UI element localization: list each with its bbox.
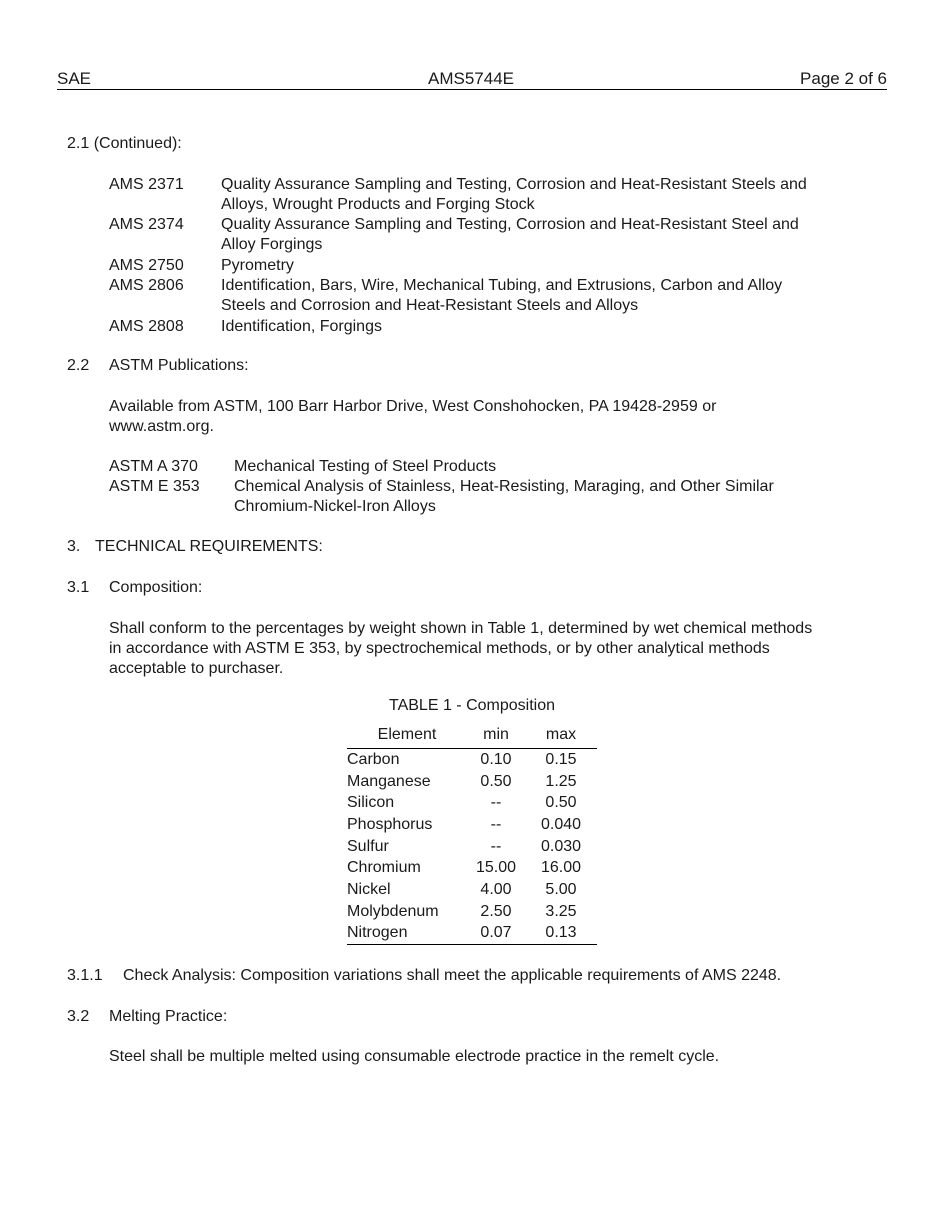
reference-code: AMS 2371 xyxy=(109,176,184,193)
element-cell: Nickel xyxy=(347,880,391,898)
composition-table xyxy=(347,722,597,945)
min-cell: -- xyxy=(490,794,502,812)
element-cell: Molybdenum xyxy=(347,902,439,920)
min-cell: 2.50 xyxy=(480,902,512,920)
max-cell: 3.25 xyxy=(545,902,577,920)
table-row xyxy=(347,792,597,814)
section-3-title: TECHNICAL REQUIREMENTS: xyxy=(95,538,323,555)
reference-title: Identification, Forgings xyxy=(221,318,382,335)
max-cell: 0.13 xyxy=(525,923,597,945)
astm-reference-list xyxy=(109,457,869,519)
element-cell: Phosphorus xyxy=(347,815,433,833)
element-cell: Carbon xyxy=(347,750,400,768)
section-3-2-title: Melting Practice: xyxy=(109,1008,228,1025)
max-cell: 0.040 xyxy=(540,815,582,833)
composition-table-wrap xyxy=(347,722,597,945)
min-cell: -- xyxy=(490,837,502,855)
table-row xyxy=(347,814,597,836)
reference-title: Chemical Analysis of Stainless, Heat-Resisting, Maraging, and Other Similar Chromium-Nickel-Iron Alloys xyxy=(234,478,774,515)
table-row xyxy=(347,879,597,901)
header-page-number: Page 2 of 6 xyxy=(800,69,887,88)
section-2-2-title: ASTM Publications: xyxy=(109,357,249,374)
table-caption: TABLE 1 - Composition xyxy=(389,697,555,714)
reference-code: ASTM A 370 xyxy=(109,458,198,475)
table-row xyxy=(347,923,597,945)
table-row xyxy=(347,901,597,923)
max-cell: 0.030 xyxy=(540,837,582,855)
section-3-1-1-number: 3.1.1 xyxy=(67,967,103,984)
check-analysis-text: Check Analysis: Composition variations shall meet the applicable requirements of AMS 2248. xyxy=(123,967,782,984)
element-cell: Chromium xyxy=(347,859,421,877)
composition-paragraph: Shall conform to the percentages by weight shown in Table 1, determined by wet chemical methods in accordance with ASTM E 353, by spectrochemical methods, or by other analytical methods acceptable to purchaser. xyxy=(109,620,813,677)
element-cell: Silicon xyxy=(347,794,395,812)
min-cell: 0.07 xyxy=(467,923,525,945)
reference-title: Quality Assurance Sampling and Testing, Corrosion and Heat-Resistant Steels and Alloys, Wrought Products and Forging Stock xyxy=(221,176,807,213)
reference-title: Quality Assurance Sampling and Testing, Corrosion and Heat-Resistant Steel and Alloy Forgings xyxy=(221,216,799,253)
section-2-1-heading: 2.1 (Continued): xyxy=(67,135,182,152)
header-doc-number: AMS5744E xyxy=(428,69,514,88)
reference-code: AMS 2808 xyxy=(109,318,184,335)
section-2-2-number: 2.2 xyxy=(67,357,90,374)
min-cell: 15.00 xyxy=(475,859,517,877)
min-cell: 0.10 xyxy=(480,750,512,768)
section-3-2-number: 3.2 xyxy=(67,1008,90,1025)
section-3-1-number: 3.1 xyxy=(67,579,90,596)
reference-title: Identification, Bars, Wire, Mechanical Tubing, and Extrusions, Carbon and Alloy Steels and Corrosion and Heat-Resistant Steels and Alloys xyxy=(221,277,783,314)
astm-availability: Available from ASTM, 100 Barr Harbor Drive, West Conshohocken, PA 19428-2959 or www.astm.org. xyxy=(109,398,717,435)
reference-code: AMS 2806 xyxy=(109,277,184,294)
element-cell: Sulfur xyxy=(347,837,389,855)
column-header-element: Element xyxy=(347,722,467,749)
max-cell: 0.50 xyxy=(545,794,577,812)
reference-title: Mechanical Testing of Steel Products xyxy=(234,458,497,475)
max-cell: 1.25 xyxy=(545,772,577,790)
max-cell: 5.00 xyxy=(545,880,577,898)
table-row xyxy=(347,836,597,858)
reference-code: AMS 2750 xyxy=(109,257,184,274)
section-3-1-title: Composition: xyxy=(109,579,203,596)
section-3-number: 3. xyxy=(67,538,81,555)
max-cell: 0.15 xyxy=(545,750,577,768)
ams-reference-list xyxy=(109,175,869,340)
max-cell: 16.00 xyxy=(540,859,582,877)
reference-code: AMS 2374 xyxy=(109,216,184,233)
min-cell: -- xyxy=(490,815,502,833)
reference-code: ASTM E 353 xyxy=(109,478,200,495)
column-header-max: max xyxy=(525,722,597,749)
page-header xyxy=(57,69,887,90)
header-org: SAE xyxy=(57,69,92,88)
reference-title: Pyrometry xyxy=(221,257,294,274)
table-row xyxy=(347,749,597,771)
table-row xyxy=(347,771,597,793)
min-cell: 0.50 xyxy=(480,772,512,790)
column-header-min: min xyxy=(467,722,525,749)
melting-practice-text: Steel shall be multiple melted using consumable electrode practice in the remelt cycle. xyxy=(109,1048,720,1065)
element-cell: Manganese xyxy=(347,772,431,790)
element-cell: Nitrogen xyxy=(347,923,467,945)
min-cell: 4.00 xyxy=(480,880,512,898)
table-row xyxy=(347,857,597,879)
table-header-row xyxy=(347,722,597,749)
